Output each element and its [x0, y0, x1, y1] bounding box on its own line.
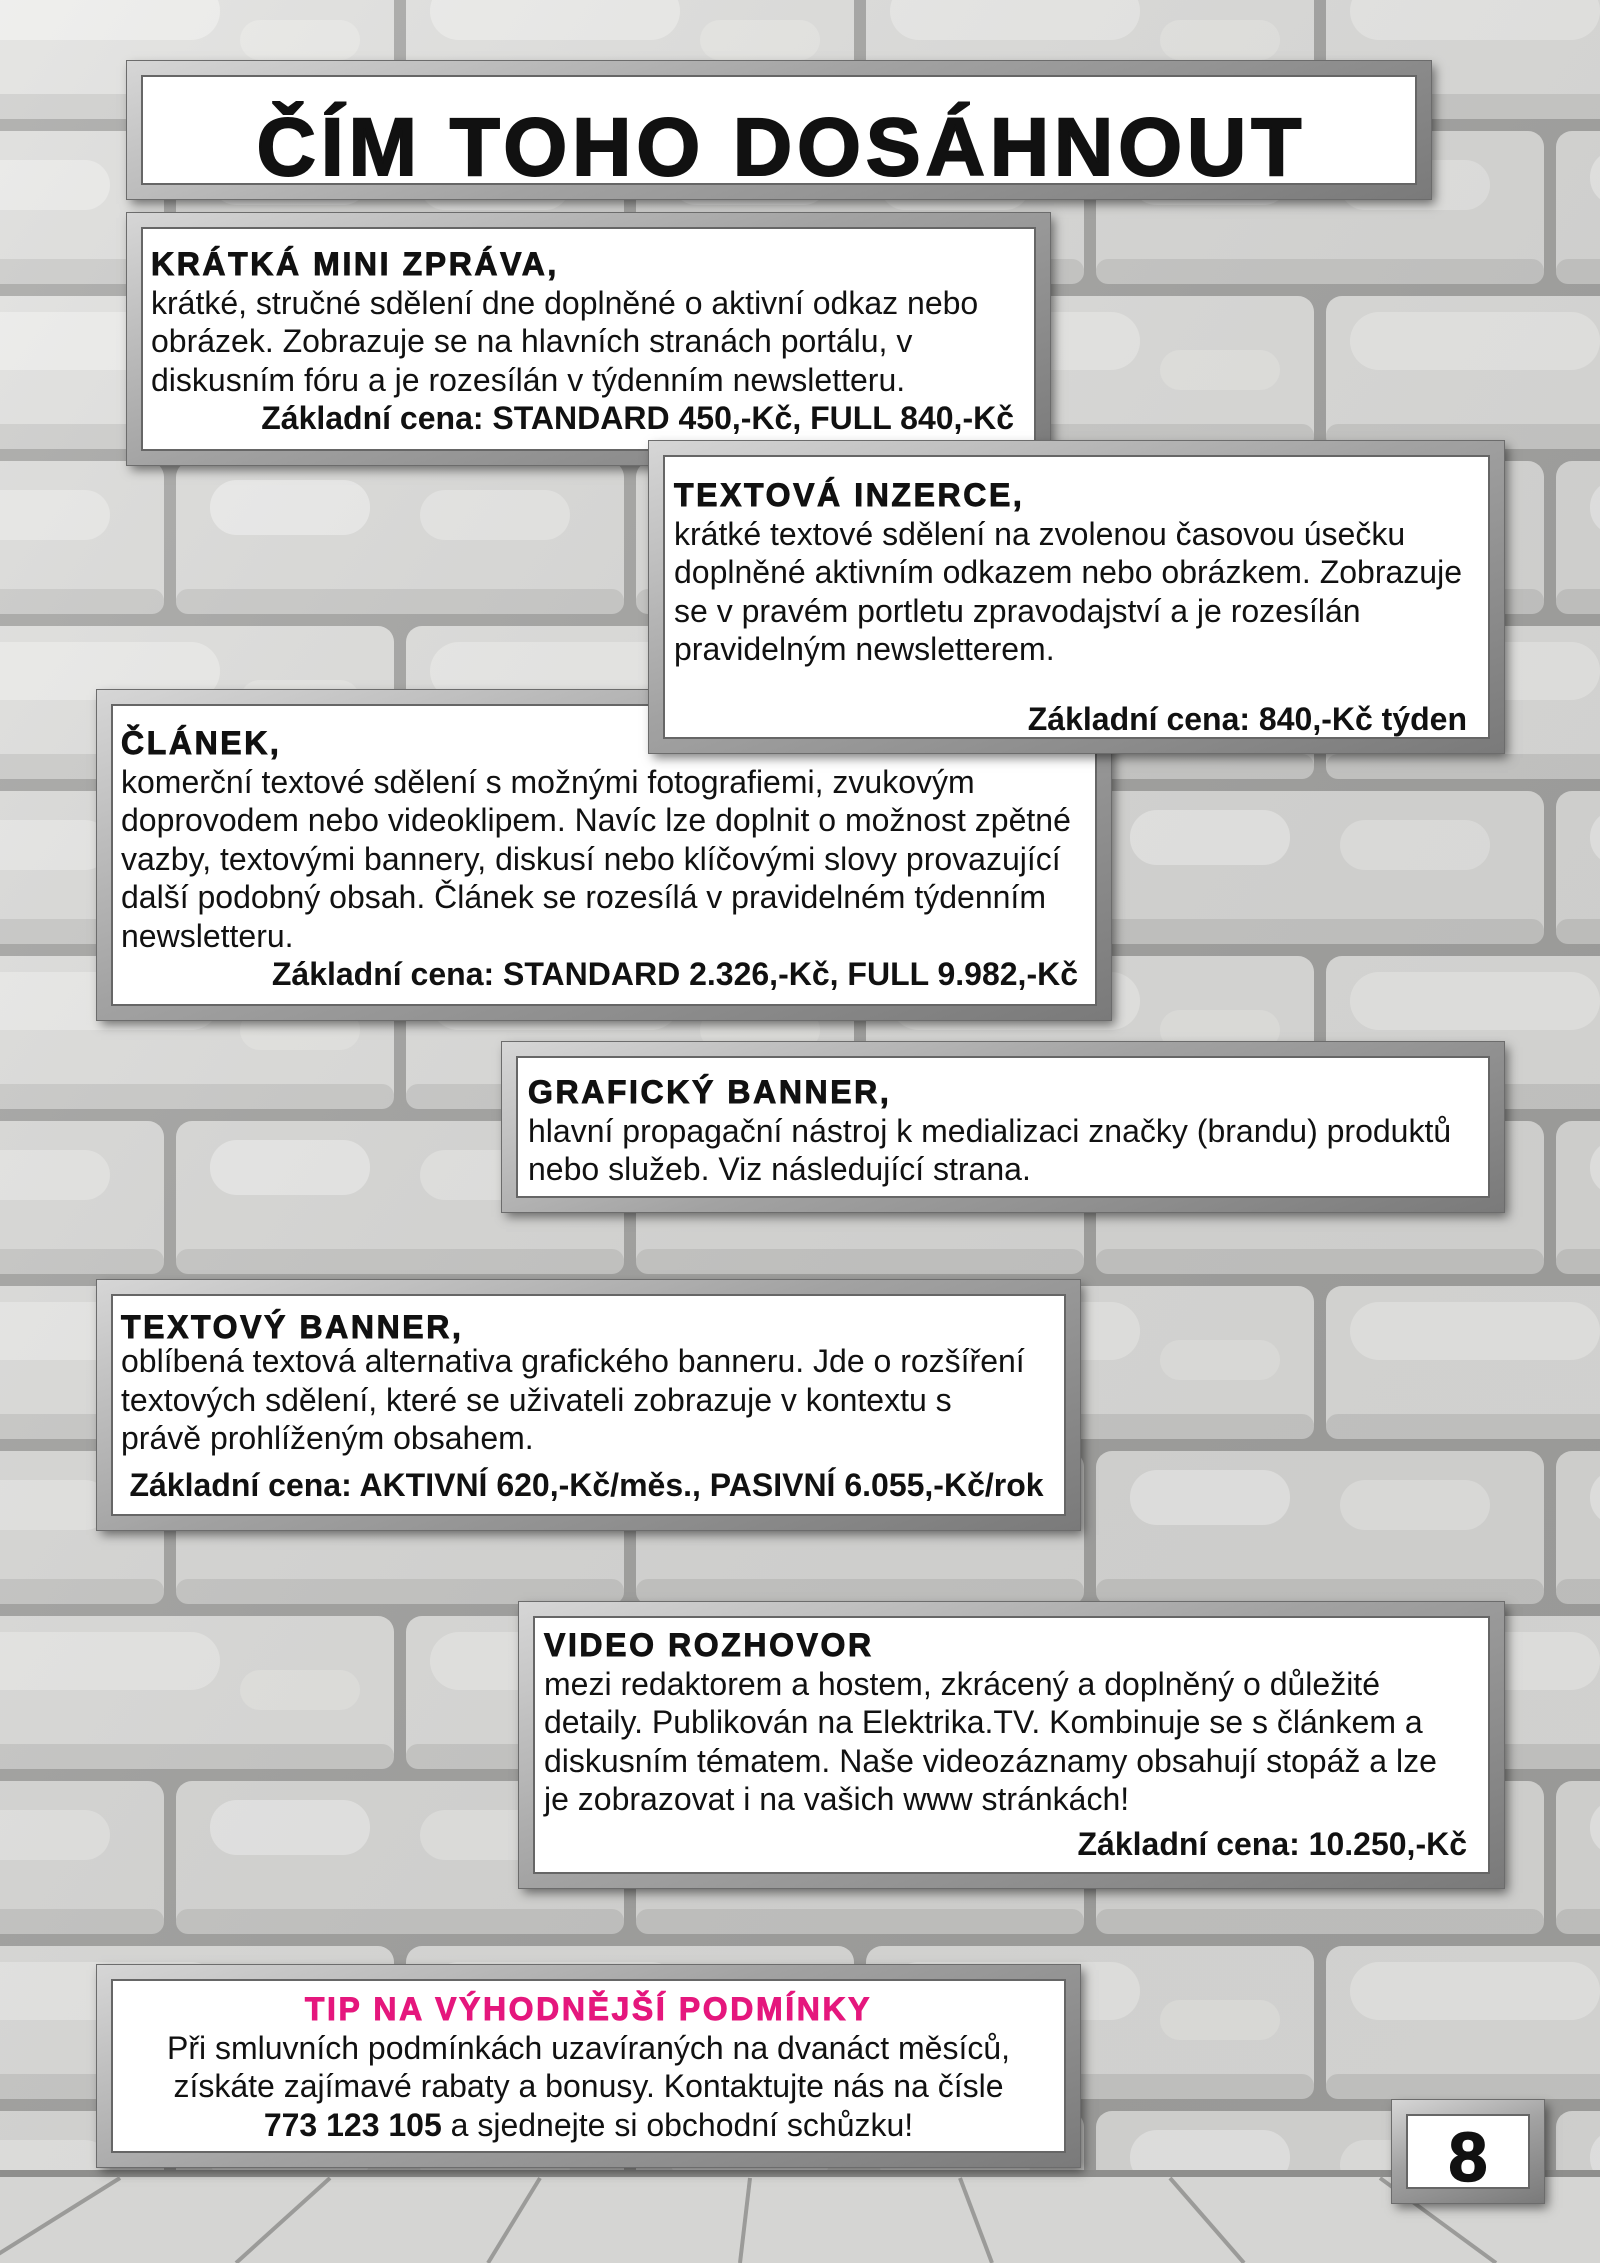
page-title: ČÍM TOHO DOSÁHNOUT: [256, 102, 1307, 193]
body-text-line: diskusním fóru a je rozesílán v týdenním newsletteru.: [151, 361, 906, 398]
body-text-line: pravidelným newsletterem.: [674, 631, 1055, 667]
section-heading: ČLÁNEK,: [121, 725, 282, 761]
section-heading: KRÁTKÁ MINI ZPRÁVA,: [151, 246, 559, 282]
section-heading: GRAFICKÝ BANNER,: [528, 1074, 892, 1110]
body-text-line-contact: [121, 2106, 1056, 2145]
body-text-line: obrázek. Zobrazuje se na hlavních stranách portálu, v: [151, 323, 913, 359]
body-text-line: komerční textové sdělení s možnými fotografiemi, zvukovým: [121, 763, 975, 800]
title-box: [127, 61, 1431, 199]
price-line: Základní cena: STANDARD 2.326,-Kč, FULL 9.982,-Kč: [271, 956, 1078, 992]
body-text-line: krátké, stručné sdělení dne doplněné o aktivní odkaz nebo: [151, 284, 979, 321]
body-text-line: nebo služeb. Viz následující strana.: [528, 1151, 1031, 1187]
wooden-floor: [0, 2170, 1600, 2263]
body-text-line: další podobný obsah. Článek se rozesílá v pravidelném týdenním: [121, 879, 1046, 915]
price-line: Základní cena: 10.250,-Kč: [1077, 1825, 1467, 1862]
body-text-line: newsletteru.: [121, 917, 294, 954]
price-line: Základní cena: 840,-Kč týden: [1027, 700, 1467, 737]
price-line: Základní cena: STANDARD 450,-Kč, FULL 840,-Kč: [261, 400, 1014, 436]
section-heading: TEXTOVÝ BANNER,: [121, 1309, 464, 1345]
body-text-line: hlavní propagační nástroj k medializaci značky (brandu) produktů: [528, 1112, 1452, 1149]
phone-number: 773 123 105: [263, 2106, 442, 2143]
body-text-line: se v pravém portletu zpravodajství a je rozesílán: [674, 592, 1361, 629]
section-video-interview: [519, 1602, 1504, 1888]
body-text-line: doprovodem nebo videoklipem. Navíc lze doplnit o možnost zpětné: [121, 802, 1071, 838]
closing-text: a sjednejte si obchodní schůzku!: [441, 2106, 914, 2143]
section-heading: VIDEO ROZHOVOR: [544, 1627, 874, 1663]
section-text-banner: [97, 1280, 1080, 1530]
body-text-line: získáte zajímavé rabaty a bonusy. Kontaktujte nás na čísle: [173, 2068, 1004, 2104]
page-number-box: [1392, 2100, 1544, 2203]
page-number: 8: [1448, 2118, 1488, 2196]
body-text-line: mezi redaktorem a hostem, zkrácený a doplněný o důležité: [544, 1665, 1380, 1702]
body-text-line: je zobrazovat i na vašich www stránkách!: [544, 1781, 1130, 1817]
tip-heading: TIP NA VÝHODNĚJŠÍ PODMÍNKY: [304, 1991, 873, 2027]
body-text-line: krátké textové sdělení na zvolenou časovou úsečku: [674, 515, 1406, 552]
body-text-line: detaily. Publikován na Elektrika.TV. Kombinuje se s článkem a: [544, 1704, 1423, 1740]
section-graphic-banner: [502, 1042, 1504, 1212]
price-line: Základní cena: AKTIVNÍ 620,-Kč/měs., PASIVNÍ 6.055,-Kč/rok: [129, 1466, 1044, 1503]
body-text-line: doplněné aktivním odkazem nebo obrázkem. Zobrazuje: [674, 554, 1462, 590]
body-text-line: diskusním tématem. Naše videozáznamy obsahují stopáž a lze: [544, 1742, 1437, 1779]
body-text-line: textových sdělení, které se uživateli zobrazuje v kontextu s: [121, 1381, 952, 1418]
section-text-advertising: [649, 441, 1504, 753]
body-text-line: právě prohlíženým obsahem.: [121, 1420, 534, 1456]
section-short-message: [127, 213, 1050, 465]
section-heading: TEXTOVÁ INZERCE,: [674, 477, 1025, 513]
body-text-line: vazby, textovými bannery, diskusí nebo klíčovými slovy provazující: [121, 840, 1061, 877]
tip-box: [97, 1965, 1080, 2167]
body-text-line: Při smluvních podmínkách uzavíraných na dvanáct měsíců,: [166, 2029, 1011, 2066]
body-text-line: oblíbená textová alternativa grafického banneru. Jde o rozšíření: [121, 1343, 1025, 1379]
